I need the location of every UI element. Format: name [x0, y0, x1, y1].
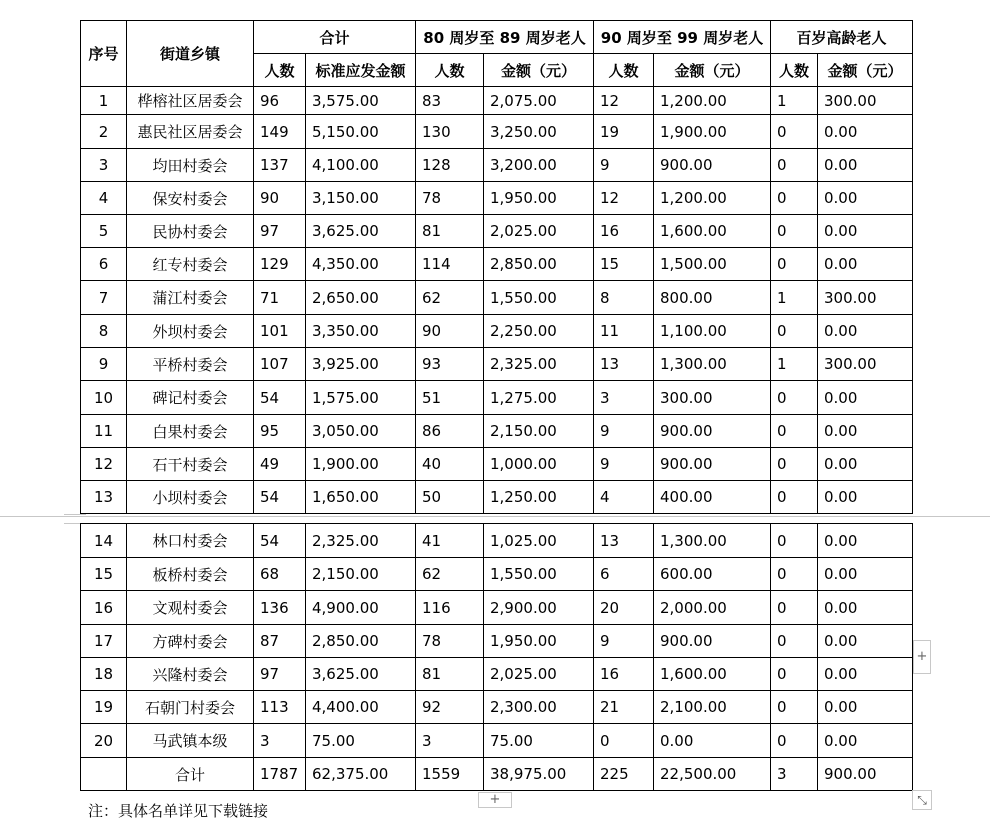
header-total-amount: 标准应发金额 [306, 54, 416, 87]
row-80-amount: 2,325.00 [484, 348, 594, 381]
row-total-amount: 1,575.00 [306, 381, 416, 415]
total-80-count: 1559 [416, 758, 484, 791]
row-100-amount: 0.00 [818, 558, 913, 591]
row-index: 17 [81, 625, 127, 658]
header-90-amount: 金额（元） [654, 54, 771, 87]
row-100-amount: 0.00 [818, 415, 913, 448]
row-total-count: 97 [254, 658, 306, 691]
row-80-amount: 2,075.00 [484, 87, 594, 115]
row-index: 15 [81, 558, 127, 591]
row-index: 8 [81, 315, 127, 348]
row-80-count: 81 [416, 215, 484, 248]
row-90-count: 9 [594, 149, 654, 182]
row-district: 碑记村委会 [127, 381, 254, 415]
row-90-count: 11 [594, 315, 654, 348]
table-row [81, 149, 913, 182]
row-80-amount: 75.00 [484, 724, 594, 758]
row-district: 惠民社区居委会 [127, 115, 254, 149]
row-district: 林口村委会 [127, 524, 254, 558]
table-row [81, 115, 913, 149]
table-row [81, 348, 913, 381]
row-total-amount: 3,150.00 [306, 182, 416, 215]
row-total-amount: 3,350.00 [306, 315, 416, 348]
header-100-amount: 金额（元） [818, 54, 913, 87]
row-district: 方碑村委会 [127, 625, 254, 658]
row-90-count: 12 [594, 87, 654, 115]
row-80-count: 62 [416, 558, 484, 591]
table-row [81, 481, 913, 514]
row-index: 16 [81, 591, 127, 625]
row-district: 文观村委会 [127, 591, 254, 625]
allowance-table-page2 [80, 523, 913, 791]
row-80-count: 90 [416, 315, 484, 348]
row-80-count: 78 [416, 182, 484, 215]
row-100-amount: 0.00 [818, 149, 913, 182]
row-total-amount: 2,150.00 [306, 558, 416, 591]
table-row [81, 691, 913, 724]
row-100-count: 0 [771, 381, 818, 415]
row-total-count: 136 [254, 591, 306, 625]
table-row [81, 381, 913, 415]
row-total-amount: 2,850.00 [306, 625, 416, 658]
row-90-count: 16 [594, 215, 654, 248]
row-district: 石干村委会 [127, 448, 254, 481]
row-90-amount: 1,200.00 [654, 87, 771, 115]
row-90-count: 21 [594, 691, 654, 724]
row-90-amount: 1,500.00 [654, 248, 771, 281]
table-row [81, 724, 913, 758]
row-index: 12 [81, 448, 127, 481]
row-100-count: 0 [771, 215, 818, 248]
row-district: 石朝门村委会 [127, 691, 254, 724]
header-80-count: 人数 [416, 54, 484, 87]
row-90-count: 9 [594, 625, 654, 658]
row-index: 4 [81, 182, 127, 215]
row-100-count: 0 [771, 724, 818, 758]
row-80-amount: 2,900.00 [484, 591, 594, 625]
row-80-count: 128 [416, 149, 484, 182]
row-total-amount: 3,050.00 [306, 415, 416, 448]
row-total-amount: 2,650.00 [306, 281, 416, 315]
row-90-count: 6 [594, 558, 654, 591]
row-80-amount: 1,950.00 [484, 625, 594, 658]
row-100-amount: 0.00 [818, 115, 913, 149]
row-80-count: 78 [416, 625, 484, 658]
row-100-count: 0 [771, 625, 818, 658]
row-90-count: 8 [594, 281, 654, 315]
row-80-count: 51 [416, 381, 484, 415]
row-index: 14 [81, 524, 127, 558]
row-total-amount: 75.00 [306, 724, 416, 758]
row-100-amount: 0.00 [818, 481, 913, 514]
row-total-amount: 3,925.00 [306, 348, 416, 381]
row-district: 民协村委会 [127, 215, 254, 248]
row-90-amount: 600.00 [654, 558, 771, 591]
row-100-amount: 0.00 [818, 315, 913, 348]
row-total-count: 113 [254, 691, 306, 724]
row-80-count: 50 [416, 481, 484, 514]
row-100-amount: 0.00 [818, 182, 913, 215]
row-100-count: 0 [771, 315, 818, 348]
row-100-count: 1 [771, 87, 818, 115]
row-100-count: 0 [771, 524, 818, 558]
add-row-button[interactable]: + [478, 792, 512, 808]
row-80-count: 83 [416, 87, 484, 115]
table-row [81, 315, 913, 348]
table-row [81, 658, 913, 691]
row-district: 蒲江村委会 [127, 281, 254, 315]
row-index: 18 [81, 658, 127, 691]
row-90-count: 13 [594, 524, 654, 558]
row-80-count: 40 [416, 448, 484, 481]
row-100-amount: 0.00 [818, 724, 913, 758]
row-total-amount: 4,900.00 [306, 591, 416, 625]
table-row [81, 281, 913, 315]
resize-handle-icon[interactable]: ⤡ [912, 790, 932, 810]
row-total-count: 54 [254, 381, 306, 415]
total-total-amount: 62,375.00 [306, 758, 416, 791]
row-80-amount: 2,300.00 [484, 691, 594, 724]
total-100-count: 3 [771, 758, 818, 791]
row-90-count: 9 [594, 448, 654, 481]
row-total-count: 107 [254, 348, 306, 381]
row-district: 桦榕社区居委会 [127, 87, 254, 115]
row-100-count: 0 [771, 448, 818, 481]
row-district: 保安村委会 [127, 182, 254, 215]
row-90-amount: 0.00 [654, 724, 771, 758]
row-80-amount: 1,000.00 [484, 448, 594, 481]
row-index: 9 [81, 348, 127, 381]
row-80-amount: 1,025.00 [484, 524, 594, 558]
row-80-amount: 2,025.00 [484, 658, 594, 691]
row-total-count: 149 [254, 115, 306, 149]
header-90-count: 人数 [594, 54, 654, 87]
row-index: 11 [81, 415, 127, 448]
row-district: 平桥村委会 [127, 348, 254, 381]
row-80-count: 92 [416, 691, 484, 724]
row-90-amount: 400.00 [654, 481, 771, 514]
header-80-amount: 金额（元） [484, 54, 594, 87]
row-index: 1 [81, 87, 127, 115]
row-80-count: 81 [416, 658, 484, 691]
row-90-amount: 900.00 [654, 625, 771, 658]
header-district: 街道乡镇 [127, 21, 254, 87]
row-total-amount: 3,625.00 [306, 215, 416, 248]
row-90-amount: 900.00 [654, 448, 771, 481]
row-index: 20 [81, 724, 127, 758]
row-90-amount: 1,300.00 [654, 348, 771, 381]
total-total-count: 1787 [254, 758, 306, 791]
row-90-count: 19 [594, 115, 654, 149]
row-total-amount: 4,350.00 [306, 248, 416, 281]
row-90-count: 3 [594, 381, 654, 415]
row-index: 6 [81, 248, 127, 281]
row-90-count: 13 [594, 348, 654, 381]
row-100-amount: 0.00 [818, 591, 913, 625]
row-80-amount: 3,200.00 [484, 149, 594, 182]
row-90-amount: 1,600.00 [654, 215, 771, 248]
row-90-count: 4 [594, 481, 654, 514]
row-100-count: 0 [771, 481, 818, 514]
row-80-amount: 1,950.00 [484, 182, 594, 215]
row-90-amount: 2,000.00 [654, 591, 771, 625]
row-index: 10 [81, 381, 127, 415]
row-100-count: 0 [771, 182, 818, 215]
row-district: 马武镇本级 [127, 724, 254, 758]
row-80-amount: 2,850.00 [484, 248, 594, 281]
row-90-amount: 900.00 [654, 415, 771, 448]
table-row [81, 182, 913, 215]
row-90-amount: 1,100.00 [654, 315, 771, 348]
total-90-amount: 22,500.00 [654, 758, 771, 791]
row-80-amount: 3,250.00 [484, 115, 594, 149]
row-100-amount: 300.00 [818, 87, 913, 115]
row-100-amount: 0.00 [818, 248, 913, 281]
row-index: 3 [81, 149, 127, 182]
row-total-count: 54 [254, 524, 306, 558]
row-index: 13 [81, 481, 127, 514]
row-100-amount: 0.00 [818, 524, 913, 558]
row-100-count: 0 [771, 248, 818, 281]
row-80-amount: 2,025.00 [484, 215, 594, 248]
row-80-amount: 1,550.00 [484, 558, 594, 591]
row-100-amount: 0.00 [818, 448, 913, 481]
row-80-count: 3 [416, 724, 484, 758]
row-district: 白果村委会 [127, 415, 254, 448]
total-row [81, 758, 913, 791]
row-100-count: 0 [771, 591, 818, 625]
row-index: 2 [81, 115, 127, 149]
row-district: 板桥村委会 [127, 558, 254, 591]
row-total-amount: 1,900.00 [306, 448, 416, 481]
row-90-amount: 1,900.00 [654, 115, 771, 149]
table-row [81, 524, 913, 558]
row-90-amount: 1,600.00 [654, 658, 771, 691]
row-80-amount: 1,250.00 [484, 481, 594, 514]
row-100-amount: 0.00 [818, 625, 913, 658]
header-index: 序号 [81, 21, 127, 87]
row-90-count: 12 [594, 182, 654, 215]
row-100-count: 0 [771, 149, 818, 182]
row-100-count: 0 [771, 115, 818, 149]
row-total-count: 97 [254, 215, 306, 248]
row-100-count: 0 [771, 558, 818, 591]
row-90-amount: 900.00 [654, 149, 771, 182]
row-80-count: 41 [416, 524, 484, 558]
row-total-amount: 3,625.00 [306, 658, 416, 691]
row-total-count: 101 [254, 315, 306, 348]
table-row [81, 558, 913, 591]
row-district: 红专村委会 [127, 248, 254, 281]
row-100-count: 0 [771, 658, 818, 691]
header-total-count: 人数 [254, 54, 306, 87]
row-total-count: 96 [254, 87, 306, 115]
row-district: 外坝村委会 [127, 315, 254, 348]
row-total-count: 3 [254, 724, 306, 758]
add-column-button[interactable]: + [913, 640, 931, 674]
row-total-count: 68 [254, 558, 306, 591]
header-80-89: 80 周岁至 89 周岁老人 [416, 21, 594, 54]
row-80-amount: 2,250.00 [484, 315, 594, 348]
row-total-count: 54 [254, 481, 306, 514]
row-index: 7 [81, 281, 127, 315]
row-100-count: 1 [771, 348, 818, 381]
table-row [81, 591, 913, 625]
row-100-count: 0 [771, 415, 818, 448]
table-row [81, 215, 913, 248]
row-80-amount: 2,150.00 [484, 415, 594, 448]
row-90-count: 16 [594, 658, 654, 691]
row-total-count: 87 [254, 625, 306, 658]
row-80-count: 93 [416, 348, 484, 381]
row-90-amount: 800.00 [654, 281, 771, 315]
row-90-count: 15 [594, 248, 654, 281]
row-80-amount: 1,275.00 [484, 381, 594, 415]
footnote: 注：具体名单详见下载链接 [88, 802, 269, 820]
row-total-amount: 4,100.00 [306, 149, 416, 182]
total-index-cell [81, 758, 127, 791]
row-total-count: 137 [254, 149, 306, 182]
row-90-amount: 300.00 [654, 381, 771, 415]
header-centenarian: 百岁高龄老人 [771, 21, 913, 54]
row-total-count: 49 [254, 448, 306, 481]
row-90-amount: 1,200.00 [654, 182, 771, 215]
row-total-amount: 2,325.00 [306, 524, 416, 558]
row-90-amount: 1,300.00 [654, 524, 771, 558]
table-row [81, 248, 913, 281]
row-index: 19 [81, 691, 127, 724]
header-90-99: 90 周岁至 99 周岁老人 [594, 21, 771, 54]
row-100-amount: 300.00 [818, 281, 913, 315]
row-total-amount: 4,400.00 [306, 691, 416, 724]
row-total-amount: 5,150.00 [306, 115, 416, 149]
table-row [81, 415, 913, 448]
row-index: 5 [81, 215, 127, 248]
row-80-count: 116 [416, 591, 484, 625]
header-100-count: 人数 [771, 54, 818, 87]
row-100-amount: 0.00 [818, 691, 913, 724]
table-row [81, 625, 913, 658]
row-total-amount: 3,575.00 [306, 87, 416, 115]
row-district: 小坝村委会 [127, 481, 254, 514]
row-100-amount: 300.00 [818, 348, 913, 381]
total-90-count: 225 [594, 758, 654, 791]
page-break-line [0, 516, 990, 517]
allowance-table-page1 [80, 20, 913, 514]
row-total-count: 95 [254, 415, 306, 448]
row-80-count: 114 [416, 248, 484, 281]
row-90-count: 0 [594, 724, 654, 758]
row-district: 均田村委会 [127, 149, 254, 182]
row-80-count: 86 [416, 415, 484, 448]
row-90-amount: 2,100.00 [654, 691, 771, 724]
row-total-count: 129 [254, 248, 306, 281]
row-90-count: 9 [594, 415, 654, 448]
row-total-amount: 1,650.00 [306, 481, 416, 514]
table-row [81, 87, 913, 115]
row-80-count: 130 [416, 115, 484, 149]
total-80-amount: 38,975.00 [484, 758, 594, 791]
row-80-count: 62 [416, 281, 484, 315]
total-100-amount: 900.00 [818, 758, 913, 791]
row-100-count: 1 [771, 281, 818, 315]
row-80-amount: 1,550.00 [484, 281, 594, 315]
row-100-amount: 0.00 [818, 658, 913, 691]
row-total-count: 71 [254, 281, 306, 315]
header-total-group: 合计 [254, 21, 416, 54]
table-row [81, 448, 913, 481]
row-district: 兴隆村委会 [127, 658, 254, 691]
total-label: 合计 [127, 758, 254, 791]
row-total-count: 90 [254, 182, 306, 215]
row-100-amount: 0.00 [818, 381, 913, 415]
row-100-count: 0 [771, 691, 818, 724]
row-90-count: 20 [594, 591, 654, 625]
row-100-amount: 0.00 [818, 215, 913, 248]
